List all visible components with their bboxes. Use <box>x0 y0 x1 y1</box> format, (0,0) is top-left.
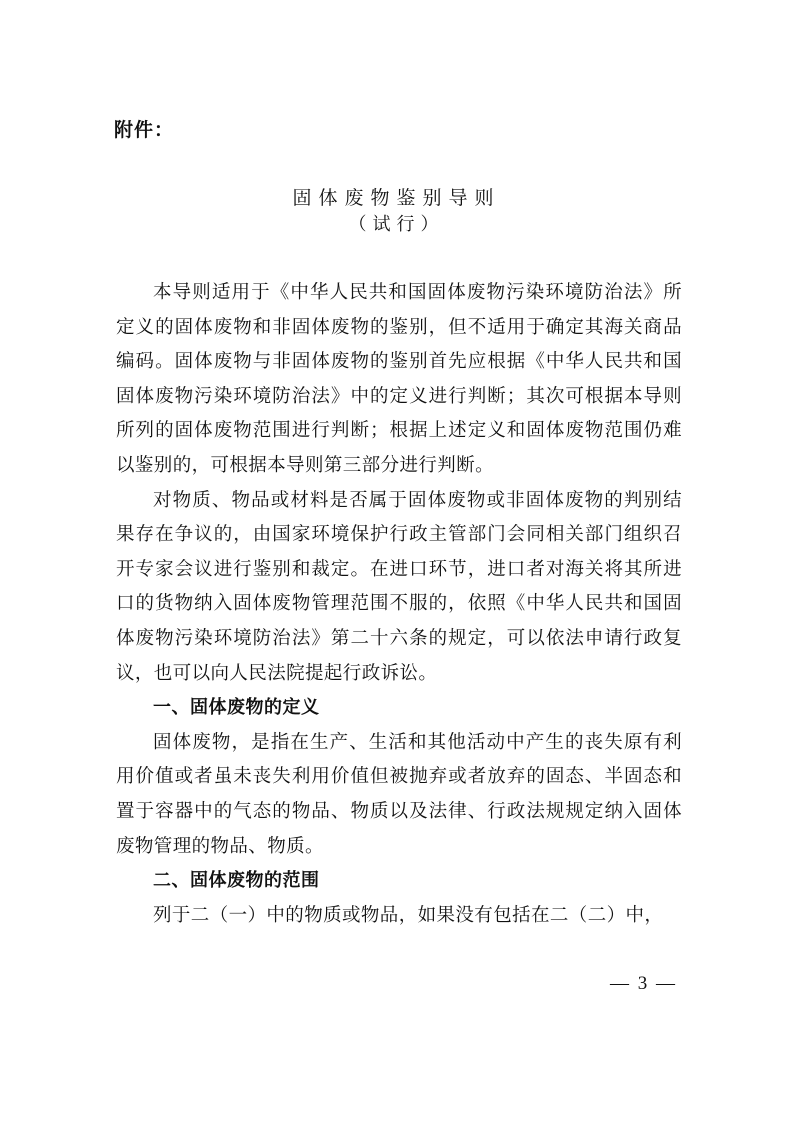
document-subtitle: （试行） <box>348 214 445 235</box>
section-heading-definition: 一、固体废物的定义 <box>153 697 320 719</box>
attachment-label: 附件： <box>114 119 175 141</box>
paragraph-dispute: 对物质、物品或材料是否属于固体废物或非固体废物的判别结果存在争议的，由国家环境保护行政主管部门会同相关部门组织召开专家会议进行鉴别和裁定。在进口环节，进口者对海关将其所进口的货物纳入固体废物管理范围不服的，依照《中华人民共和国固体废物污染环境防治法》第二十六条的规定，可以依法申请行政复议，也可以向人民法院提起行政诉讼。 <box>116 489 682 684</box>
paragraph-scope-list: 列于二（一）中的物质或物品，如果没有包括在二（二）中， <box>153 904 664 926</box>
document-body <box>116 276 682 933</box>
paragraph-scope: 本导则适用于《中华人民共和国固体废物污染环境防治法》所定义的固体废物和非固体废物的鉴别，但不适用于确定其海关商品编码。固体废物与非固体废物的鉴别首先应根据《中华人民共和国固体废物污染环境防治法》中的定义进行判断；其次可根据本导则所列的固体废物范围进行判断；根据上述定义和固体废物范围仍难以鉴别的，可根据本导则第三部分进行判断。 <box>116 282 682 476</box>
page-number: — 3 — <box>610 973 677 994</box>
document-title: 固体废物鉴别导则 <box>292 187 501 209</box>
paragraph-definition: 固体废物，是指在生产、生活和其他活动中产生的丧失原有利用价值或者虽未丧失利用价值但被抛弃或者放弃的固态、半固态和置于容器中的气态的物品、物质以及法律、行政法规规定纳入固体废物管理的物品、物质。 <box>116 731 682 857</box>
section-heading-scope: 二、固体废物的范围 <box>153 870 320 892</box>
